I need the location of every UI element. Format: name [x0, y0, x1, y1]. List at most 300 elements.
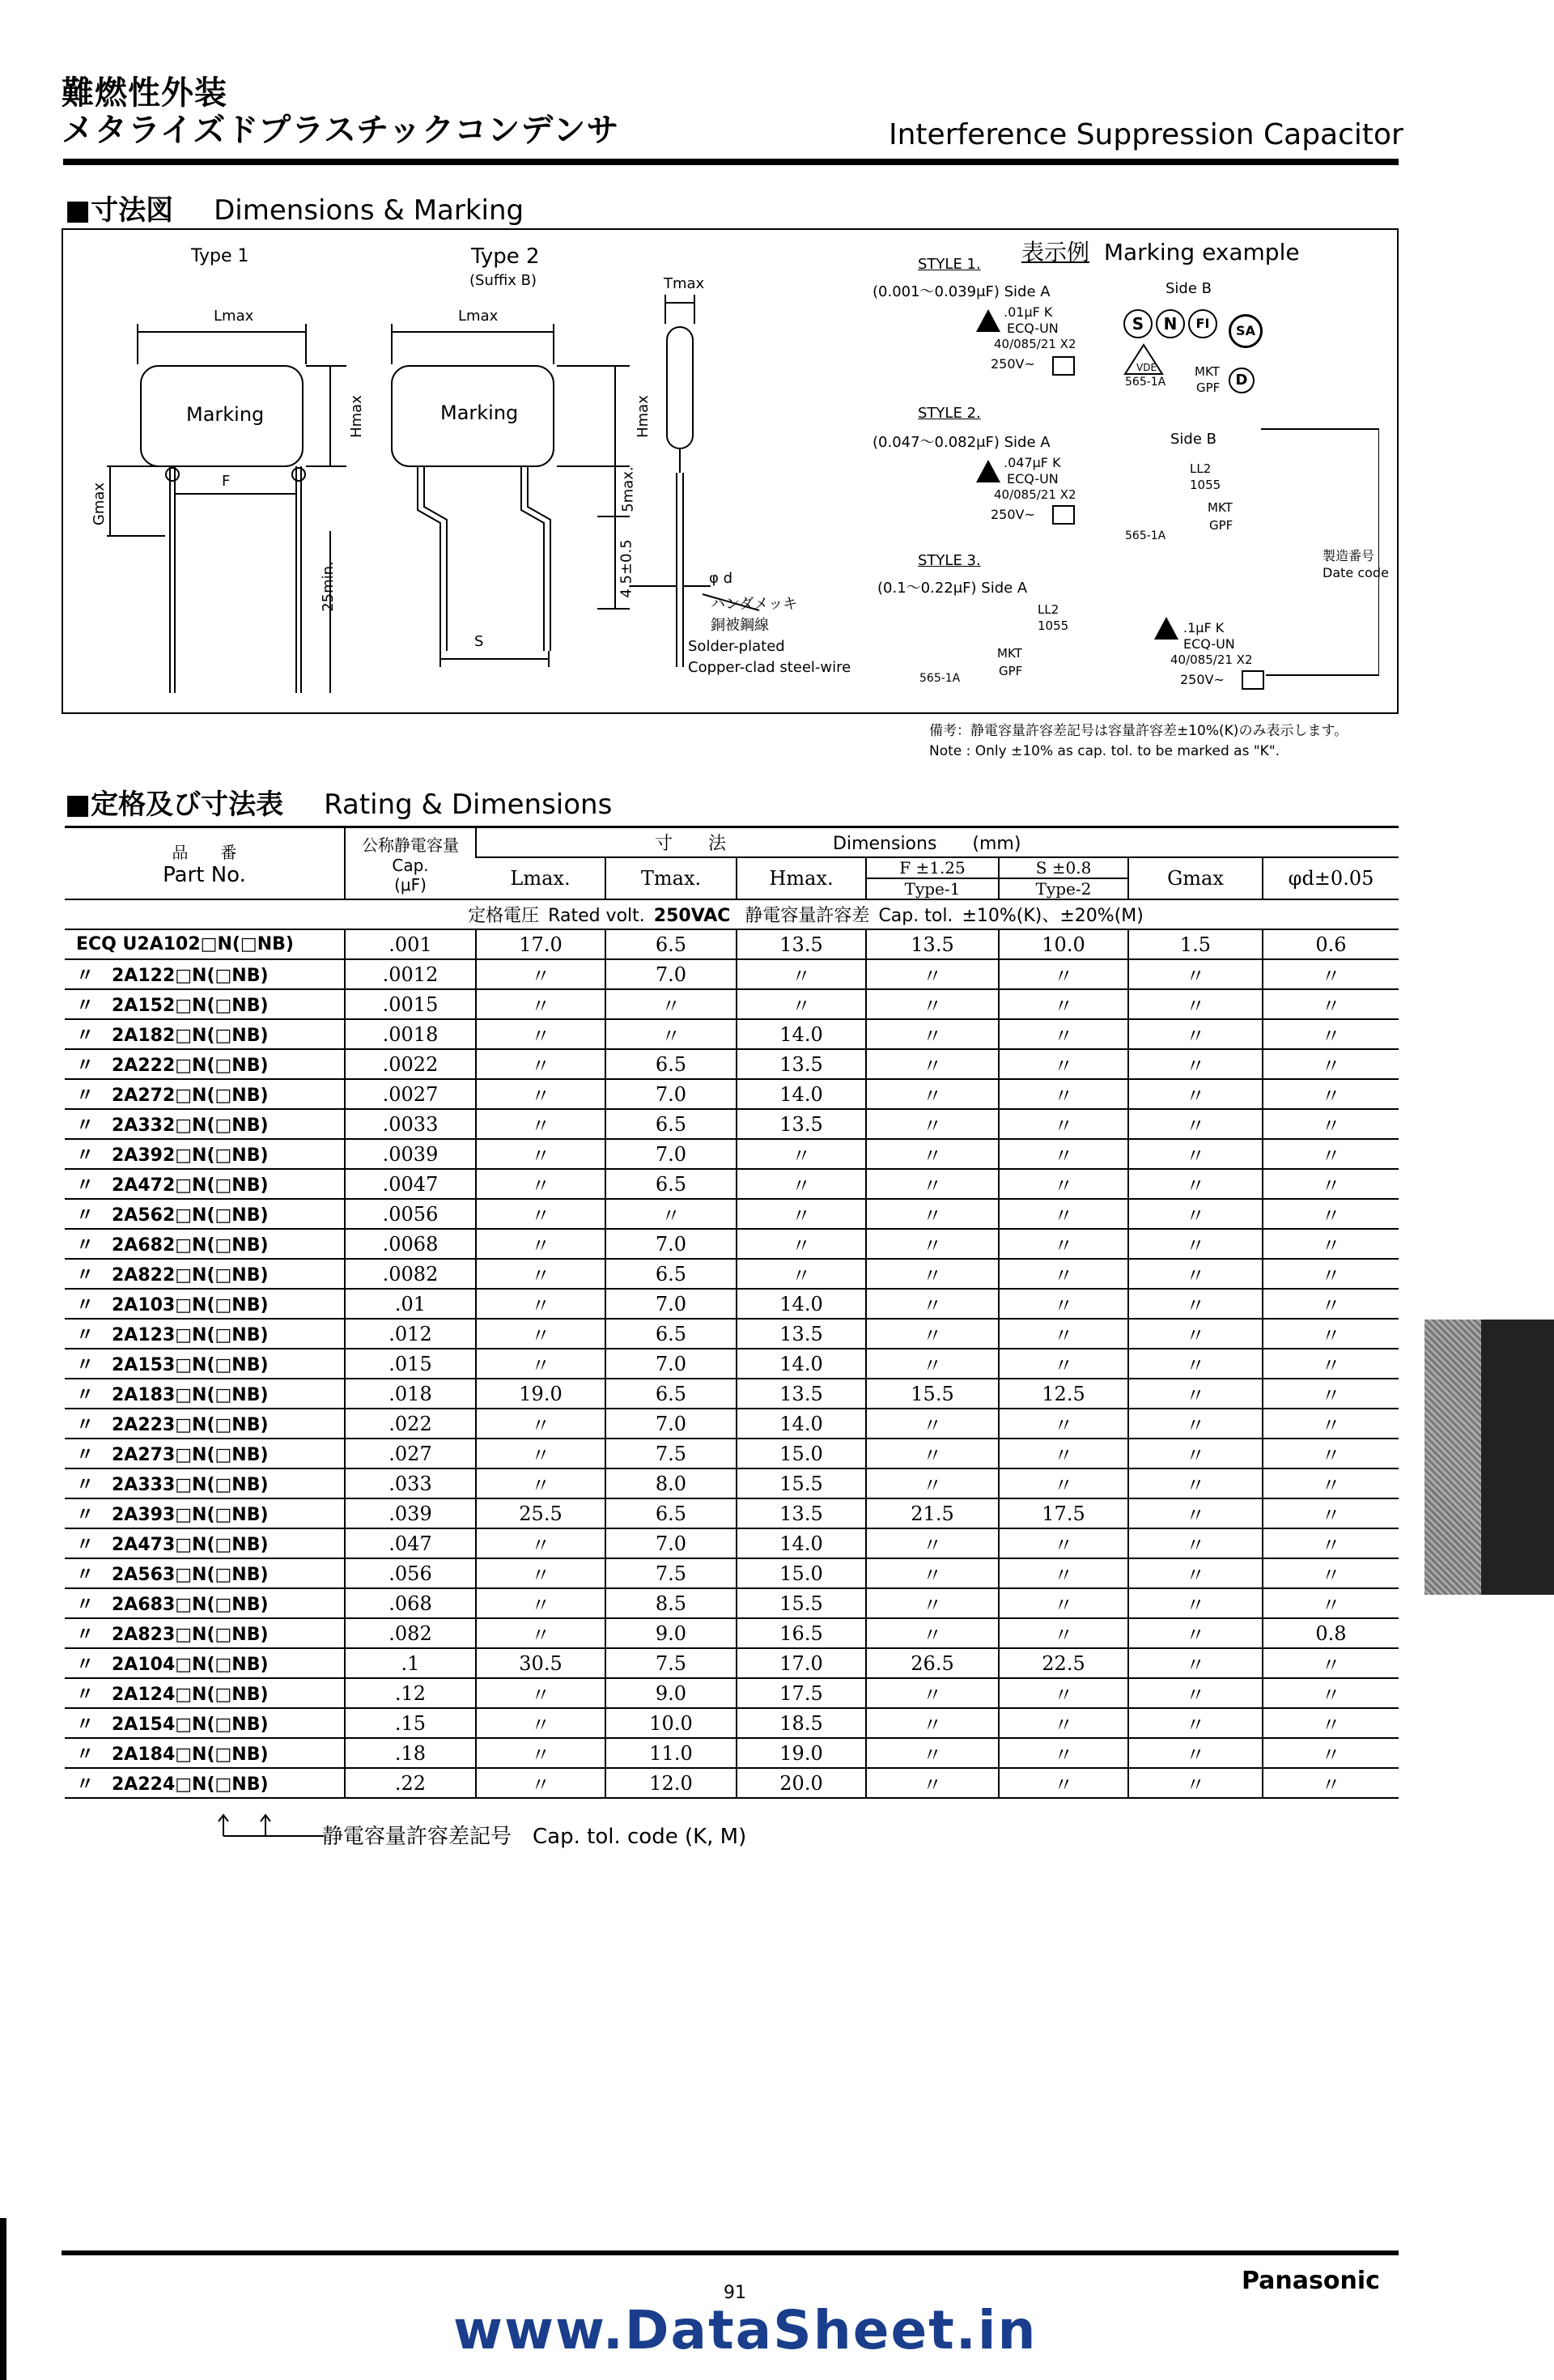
- cell-s: 〃: [999, 1319, 1128, 1349]
- cell-h: 〃: [737, 1169, 866, 1199]
- cell-part-no: 〃 2A823□N(□NB): [65, 1618, 345, 1648]
- cell-part-no: 〃 2A122□N(□NB): [65, 959, 345, 989]
- cell-part-no: 〃 2A123□N(□NB): [65, 1319, 345, 1349]
- style2-side-b: Side B: [1170, 431, 1216, 448]
- style2-mkt: MKT: [1208, 500, 1233, 515]
- table-row: [65, 1169, 1399, 1199]
- cell-f: 〃: [866, 1139, 999, 1169]
- cell-t: 6.5: [605, 1109, 737, 1139]
- style2-range: (0.047～0.082μF) Side A: [873, 434, 1051, 451]
- cell-s: 〃: [999, 1109, 1128, 1139]
- cell-s: 17.5: [999, 1498, 1128, 1528]
- cell-d: 〃: [1263, 1588, 1399, 1618]
- side-index-tab: [1424, 1320, 1554, 1595]
- cell-d: 〃: [1263, 1169, 1399, 1199]
- cell-t: 7.0: [605, 1409, 737, 1439]
- cell-d: 〃: [1263, 1079, 1399, 1109]
- cell-g: 〃: [1128, 1199, 1263, 1229]
- style2-gpf: GPF: [1209, 518, 1233, 533]
- cell-f: 〃: [866, 1079, 999, 1109]
- header-s: S ±0.8 Type-2: [999, 857, 1128, 899]
- cell-d: 〃: [1263, 1379, 1399, 1409]
- table-row: [65, 1768, 1399, 1798]
- cell-t: 7.0: [605, 959, 737, 989]
- cell-s: 〃: [999, 1049, 1128, 1079]
- cell-part-no: 〃 2A272□N(□NB): [65, 1079, 345, 1109]
- cell-f: 26.5: [866, 1648, 999, 1678]
- cell-h: 14.0: [737, 1079, 866, 1109]
- cell-d: 〃: [1263, 1109, 1399, 1139]
- cell-g: 〃: [1128, 1319, 1263, 1349]
- solder-en-1: Solder-plated: [688, 638, 785, 655]
- cell-part-no: 〃 2A682□N(□NB): [65, 1229, 345, 1259]
- cell-f: 〃: [866, 1229, 999, 1259]
- cell-l: 〃: [476, 1528, 605, 1558]
- cell-s: 〃: [999, 1199, 1128, 1229]
- cell-cap: .12: [345, 1678, 476, 1708]
- cell-part-no: 〃 2A223□N(□NB): [65, 1409, 345, 1439]
- cell-d: 〃: [1263, 1019, 1399, 1049]
- style3-label: STYLE 3.: [918, 552, 981, 569]
- date-code-box-2: [1052, 505, 1075, 525]
- table-row: [65, 1199, 1399, 1229]
- cell-part-no: 〃 2A154□N(□NB): [65, 1708, 345, 1738]
- table-row: [65, 1019, 1399, 1049]
- style1-climatic: 40/085/21 X2: [994, 337, 1076, 351]
- style1-gpf: GPF: [1196, 380, 1221, 395]
- section-rating-heading: ■定格及び寸法表 Rating & Dimensions: [65, 788, 613, 821]
- cell-l: 〃: [476, 1439, 605, 1468]
- type2-s-label: S: [474, 633, 484, 650]
- cell-t: 6.5: [605, 1498, 737, 1528]
- table-row: [65, 1259, 1399, 1289]
- title-en: Interference Suppression Capacitor: [889, 118, 1403, 151]
- cell-g: 〃: [1128, 1349, 1263, 1379]
- cell-f: 〃: [866, 1528, 999, 1558]
- style2-climatic: 40/085/21 X2: [994, 487, 1076, 502]
- cell-cap: .027: [345, 1439, 476, 1468]
- cell-part-no: 〃 2A563□N(□NB): [65, 1558, 345, 1588]
- cell-l: 17.0: [476, 929, 605, 959]
- table-row: [65, 1229, 1399, 1259]
- cell-d: 〃: [1263, 1678, 1399, 1708]
- cell-l: 〃: [476, 1049, 605, 1079]
- rating-dimensions-table: [65, 826, 1399, 1799]
- style1-mkt: MKT: [1195, 364, 1220, 379]
- cell-cap: .0015: [345, 989, 476, 1019]
- cell-f: 〃: [866, 1319, 999, 1349]
- cell-s: 12.5: [999, 1379, 1128, 1409]
- cell-l: 〃: [476, 989, 605, 1019]
- cell-t: 6.5: [605, 929, 737, 959]
- style2-voltage: 250V~: [991, 507, 1035, 522]
- cell-f: 〃: [866, 1259, 999, 1289]
- cell-f: 〃: [866, 1738, 999, 1768]
- cell-s: 〃: [999, 1259, 1128, 1289]
- table-body: [65, 929, 1399, 1798]
- table-row: [65, 1079, 1399, 1109]
- cell-h: 13.5: [737, 1109, 866, 1139]
- date-code-connector: [1261, 400, 1379, 691]
- cell-cap: .0056: [345, 1199, 476, 1229]
- header-g: Gmax: [1128, 857, 1263, 899]
- header-f: F ±1.25 Type-1: [866, 857, 999, 899]
- svg-text:VDE: VDE: [1136, 362, 1157, 373]
- cell-l: 〃: [476, 1019, 605, 1049]
- table-row: [65, 1648, 1399, 1678]
- cell-part-no: 〃 2A182□N(□NB): [65, 1019, 345, 1049]
- cell-h: 13.5: [737, 1498, 866, 1528]
- note-jp: 備考：静電容量許容差記号は容量許容差±10%(K)のみ表示します。: [929, 723, 1348, 739]
- cell-h: 〃: [737, 1229, 866, 1259]
- cell-cap: .056: [345, 1558, 476, 1588]
- solder-jp-2: 銅被鋼線: [711, 617, 769, 634]
- style1-range: (0.001～0.039μF) Side A: [873, 283, 1051, 300]
- cell-d: 0.8: [1263, 1618, 1399, 1648]
- style3-1055: 1055: [1038, 618, 1069, 633]
- style2-1055: 1055: [1190, 478, 1221, 492]
- cell-part-no: 〃 2A184□N(□NB): [65, 1738, 345, 1768]
- watermark-url: www.DataSheet.in: [453, 2299, 1038, 2361]
- style2-ll2: LL2: [1190, 461, 1212, 476]
- cell-h: 16.5: [737, 1618, 866, 1648]
- style3-voltage: 250V~: [1180, 672, 1225, 687]
- table-row: [65, 1738, 1399, 1768]
- cell-d: 〃: [1263, 1229, 1399, 1259]
- cell-f: 〃: [866, 1708, 999, 1738]
- cell-t: 6.5: [605, 1319, 737, 1349]
- cell-l: 19.0: [476, 1379, 605, 1409]
- cell-h: 〃: [737, 1199, 866, 1229]
- vde-icon: [1123, 343, 1164, 376]
- cell-h: 17.5: [737, 1678, 866, 1708]
- cell-cap: .18: [345, 1738, 476, 1768]
- cell-l: 30.5: [476, 1648, 605, 1678]
- rated-conditions-row: 定格電圧 Rated volt. 250VAC 静電容量許容差 Cap. tol. ±10%(K)、±20%(M): [65, 899, 1399, 929]
- cell-s: 〃: [999, 1019, 1128, 1049]
- cell-s: 〃: [999, 1528, 1128, 1558]
- table-row: [65, 1708, 1399, 1738]
- style1-vde: 565-1A: [1125, 376, 1166, 389]
- cell-d: 〃: [1263, 1468, 1399, 1498]
- note-en: Note : Only ±10% as cap. tol. to be marked as "K".: [929, 743, 1280, 759]
- cell-h: 14.0: [737, 1528, 866, 1558]
- cell-g: 〃: [1128, 1738, 1263, 1768]
- cell-part-no: 〃 2A153□N(□NB): [65, 1349, 345, 1379]
- table-row: [65, 1379, 1399, 1409]
- type1-f-label: F: [222, 473, 231, 490]
- style2-label: STYLE 2.: [918, 405, 981, 422]
- cell-t: 7.0: [605, 1349, 737, 1379]
- cell-cap: .015: [345, 1349, 476, 1379]
- cell-l: 〃: [476, 959, 605, 989]
- table-row: [65, 929, 1399, 959]
- cell-d: 〃: [1263, 1199, 1399, 1229]
- cell-g: 〃: [1128, 1588, 1263, 1618]
- cell-s: 〃: [999, 959, 1128, 989]
- tol-code-arrows: [210, 1812, 332, 1844]
- cell-h: 15.0: [737, 1558, 866, 1588]
- warning-triangle-icon-3: [1153, 615, 1180, 641]
- cell-s: 〃: [999, 1708, 1128, 1738]
- style1-label: STYLE 1.: [918, 256, 981, 273]
- cell-f: 〃: [866, 1468, 999, 1498]
- table-row: [65, 1468, 1399, 1498]
- type1-l-label: Lmax: [214, 308, 254, 325]
- cell-f: 〃: [866, 1558, 999, 1588]
- cell-cap: .068: [345, 1588, 476, 1618]
- cell-h: 15.5: [737, 1588, 866, 1618]
- cell-l: 〃: [476, 1169, 605, 1199]
- cell-l: 〃: [476, 1708, 605, 1738]
- cell-f: 15.5: [866, 1379, 999, 1409]
- table-row: [65, 1528, 1399, 1558]
- style3-gpf: GPF: [999, 664, 1023, 678]
- cell-h: 20.0: [737, 1768, 866, 1798]
- cell-h: 13.5: [737, 929, 866, 959]
- style3-cap: .1μF K: [1183, 620, 1225, 635]
- cell-h: 〃: [737, 989, 866, 1019]
- cell-cap: .0047: [345, 1169, 476, 1199]
- cell-f: 〃: [866, 1439, 999, 1468]
- cell-h: 15.0: [737, 1439, 866, 1468]
- cell-h: 13.5: [737, 1049, 866, 1079]
- cell-t: 〃: [605, 989, 737, 1019]
- cell-t: 7.5: [605, 1648, 737, 1678]
- cell-t: 9.0: [605, 1678, 737, 1708]
- cell-h: 〃: [737, 1139, 866, 1169]
- table-row: [65, 1558, 1399, 1588]
- cell-f: 13.5: [866, 929, 999, 959]
- type1-h-label: Hmax: [347, 395, 365, 438]
- cell-g: 〃: [1128, 1109, 1263, 1139]
- cell-d: 〃: [1263, 1648, 1399, 1678]
- cell-cap: .0039: [345, 1139, 476, 1169]
- cell-cap: .0068: [345, 1229, 476, 1259]
- cell-s: 〃: [999, 1468, 1128, 1498]
- cell-g: 〃: [1128, 1079, 1263, 1109]
- type2-h-label: Hmax: [634, 395, 652, 438]
- cell-cap: .0012: [345, 959, 476, 989]
- cell-s: 〃: [999, 1768, 1128, 1798]
- cell-cap: .0027: [345, 1079, 476, 1109]
- cell-t: 6.5: [605, 1169, 737, 1199]
- cell-s: 〃: [999, 1409, 1128, 1439]
- cell-cap: .0033: [345, 1109, 476, 1139]
- cell-l: 25.5: [476, 1498, 605, 1528]
- cell-part-no: 〃 2A683□N(□NB): [65, 1588, 345, 1618]
- cell-s: 22.5: [999, 1648, 1128, 1678]
- cell-l: 〃: [476, 1199, 605, 1229]
- cell-l: 〃: [476, 1139, 605, 1169]
- cell-cap: .022: [345, 1409, 476, 1439]
- header-dimensions: 寸 法 Dimensions (mm): [476, 827, 1399, 858]
- cell-g: 〃: [1128, 1439, 1263, 1468]
- cell-t: 7.0: [605, 1079, 737, 1109]
- cell-g: 〃: [1128, 1169, 1263, 1199]
- cell-l: 〃: [476, 1678, 605, 1708]
- type2-l-label: Lmax: [458, 308, 499, 325]
- table-row: [65, 989, 1399, 1019]
- cell-part-no: 〃 2A562□N(□NB): [65, 1199, 345, 1229]
- cell-cap: .047: [345, 1528, 476, 1558]
- cell-cap: .0022: [345, 1049, 476, 1079]
- cell-s: 〃: [999, 1588, 1128, 1618]
- cell-d: 〃: [1263, 1139, 1399, 1169]
- cell-part-no: 〃 2A104□N(□NB): [65, 1648, 345, 1678]
- cell-cap: .1: [345, 1648, 476, 1678]
- cell-f: 〃: [866, 959, 999, 989]
- cell-t: 7.0: [605, 1139, 737, 1169]
- cell-cap: .0018: [345, 1019, 476, 1049]
- header-l: Lmax.: [476, 857, 605, 899]
- style1-side-b: Side B: [1166, 280, 1212, 297]
- cell-h: 13.5: [737, 1319, 866, 1349]
- header-t: Tmax.: [605, 857, 737, 899]
- style3-range: (0.1～0.22μF) Side A: [877, 580, 1028, 597]
- cell-g: 〃: [1128, 1618, 1263, 1648]
- cell-h: 18.5: [737, 1708, 866, 1738]
- cell-l: 〃: [476, 1229, 605, 1259]
- cell-g: 〃: [1128, 1289, 1263, 1319]
- cell-t: 7.0: [605, 1528, 737, 1558]
- cell-g: 〃: [1128, 1049, 1263, 1079]
- cell-t: 6.5: [605, 1379, 737, 1409]
- cell-s: 〃: [999, 1678, 1128, 1708]
- phi-d-label: φ d: [709, 570, 733, 587]
- cell-d: 〃: [1263, 1319, 1399, 1349]
- cell-t: 9.0: [605, 1618, 737, 1648]
- cell-part-no: 〃 2A222□N(□NB): [65, 1049, 345, 1079]
- nemko-icon: N: [1156, 309, 1185, 338]
- type1-marking: Marking: [186, 403, 265, 426]
- cell-s: 〃: [999, 1738, 1128, 1768]
- style2-ecq: ECQ-UN: [1007, 471, 1059, 487]
- cell-cap: .082: [345, 1618, 476, 1648]
- cell-g: 1.5: [1128, 929, 1263, 959]
- cell-d: 〃: [1263, 1259, 1399, 1289]
- type2-kink-45: 4.5±0.5: [618, 539, 635, 598]
- cell-d: 〃: [1263, 1289, 1399, 1319]
- cell-g: 〃: [1128, 1498, 1263, 1528]
- cell-part-no: 〃 2A472□N(□NB): [65, 1169, 345, 1199]
- cell-s: 〃: [999, 1289, 1128, 1319]
- cell-s: 〃: [999, 1439, 1128, 1468]
- cell-g: 〃: [1128, 1468, 1263, 1498]
- header-rule: [63, 159, 1399, 165]
- cell-f: 〃: [866, 1678, 999, 1708]
- cell-cap: .15: [345, 1708, 476, 1738]
- cell-part-no: 〃 2A152□N(□NB): [65, 989, 345, 1019]
- cell-part-no: 〃 2A224□N(□NB): [65, 1768, 345, 1798]
- dimensions-diagram-box: [62, 228, 1399, 714]
- date-code-box: [1052, 356, 1075, 376]
- cell-part-no: 〃 2A183□N(□NB): [65, 1379, 345, 1409]
- cell-g: 〃: [1128, 959, 1263, 989]
- cell-g: 〃: [1128, 1558, 1263, 1588]
- style3-climatic: 40/085/21 X2: [1170, 652, 1253, 667]
- cell-g: 〃: [1128, 1678, 1263, 1708]
- table-row: [65, 1498, 1399, 1528]
- cell-f: 〃: [866, 1409, 999, 1439]
- cell-part-no: 〃 2A332□N(□NB): [65, 1109, 345, 1139]
- style1-ecq: ECQ-UN: [1007, 321, 1059, 336]
- cell-cap: .039: [345, 1498, 476, 1528]
- cell-g: 〃: [1128, 1708, 1263, 1738]
- style2-vde: 565-1A: [1125, 529, 1166, 542]
- cell-t: 11.0: [605, 1738, 737, 1768]
- cell-d: 〃: [1263, 959, 1399, 989]
- type1-label: Type 1: [191, 246, 249, 266]
- style2-cap: .047μF K: [1004, 455, 1061, 470]
- cell-h: 19.0: [737, 1738, 866, 1768]
- table-row: [65, 1349, 1399, 1379]
- warning-triangle-icon: [974, 308, 1002, 334]
- cell-f: 21.5: [866, 1498, 999, 1528]
- cell-g: 〃: [1128, 1229, 1263, 1259]
- cell-f: 〃: [866, 1289, 999, 1319]
- warning-triangle-icon-2: [974, 458, 1002, 484]
- cell-h: 14.0: [737, 1019, 866, 1049]
- side-view-body: [667, 327, 693, 448]
- footer-rule: [62, 2250, 1399, 2255]
- cell-l: 〃: [476, 1468, 605, 1498]
- cell-part-no: 〃 2A103□N(□NB): [65, 1289, 345, 1319]
- cell-h: 14.0: [737, 1349, 866, 1379]
- cell-t: 6.5: [605, 1259, 737, 1289]
- cell-d: 〃: [1263, 1349, 1399, 1379]
- cell-g: 〃: [1128, 1379, 1263, 1409]
- style1-cap: .01μF K: [1004, 304, 1053, 320]
- tol-code-note: 静電容量許容差記号 Cap. tol. code (K, M): [322, 1825, 747, 1849]
- cell-h: 15.5: [737, 1468, 866, 1498]
- cell-g: 〃: [1128, 1648, 1263, 1678]
- title-jp-line2: メタライズドプラスチックコンデンサ: [62, 112, 620, 149]
- cell-s: 〃: [999, 1169, 1128, 1199]
- cell-part-no: 〃 2A333□N(□NB): [65, 1468, 345, 1498]
- cell-l: 〃: [476, 1079, 605, 1109]
- cell-d: 〃: [1263, 1498, 1399, 1528]
- cell-g: 〃: [1128, 1139, 1263, 1169]
- cell-f: 〃: [866, 1199, 999, 1229]
- cell-t: 8.5: [605, 1588, 737, 1618]
- table-row: [65, 1678, 1399, 1708]
- cell-l: 〃: [476, 1259, 605, 1289]
- table-row: [65, 1049, 1399, 1079]
- solder-jp-1: ハンダメッキ: [711, 596, 798, 613]
- cell-t: 6.5: [605, 1049, 737, 1079]
- cell-l: 〃: [476, 1588, 605, 1618]
- cell-f: 〃: [866, 1019, 999, 1049]
- cell-l: 〃: [476, 1289, 605, 1319]
- cell-d: 〃: [1263, 1409, 1399, 1439]
- cell-cap: .0082: [345, 1259, 476, 1289]
- table-row: [65, 1319, 1399, 1349]
- table-row: [65, 1588, 1399, 1618]
- type2-kink-5max: 5max.: [619, 466, 637, 512]
- cell-l: 〃: [476, 1558, 605, 1588]
- style1-voltage: 250V~: [991, 356, 1035, 372]
- cell-part-no: 〃 2A273□N(□NB): [65, 1439, 345, 1468]
- date-code-en: Date code: [1323, 565, 1389, 580]
- table-row: [65, 1618, 1399, 1648]
- style3-vde: 565-1A: [919, 672, 961, 685]
- table-row: [65, 1439, 1399, 1468]
- cell-t: 〃: [605, 1019, 737, 1049]
- demko-icon: D: [1229, 368, 1255, 393]
- cell-g: 〃: [1128, 1528, 1263, 1558]
- header-part-no: 品 番 Part No.: [65, 827, 345, 900]
